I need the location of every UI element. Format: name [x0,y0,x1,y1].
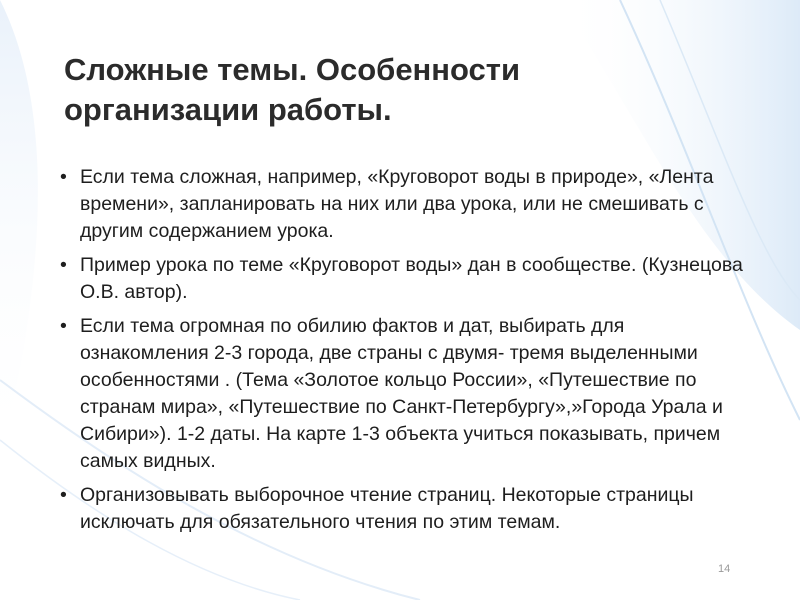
bullet-text: Пример урока по теме «Круговорот воды» дан в сообществе. (Кузнецова О.В. автор). [80,254,743,303]
bullet-text: Организовывать выборочное чтение страниц. Некоторые страницы исключать для обязательного чтения по этим темам. [80,484,694,533]
bullet-text: Если тема огромная по обилию фактов и дат, выбирать для ознакомления 2-3 города, две страны с двумя- тремя выделенными особенностями . (Тема «Золотое кольцо России», «Путешествие по странам мира», «Путешествие по Санкт-Петербургу»,»Города Урала и Сибири»). 1-2 даты. На карте 1-3 объекта учиться показывать, причем самых видных. [80,315,723,472]
bullet-item [58,313,748,475]
bullet-icon: • [60,315,67,337]
bullet-icon: • [60,484,67,506]
bullet-item [58,164,748,245]
bullet-text: Если тема сложная, например, «Круговорот воды в природе», «Лента времени», запланировать на них или два урока, или не смешивать с другим содержанием урока. [80,166,714,242]
bullet-icon: • [60,166,67,188]
bullet-icon: • [60,254,67,276]
bullet-item [58,252,748,306]
bullet-item [58,482,748,536]
bullet-list [58,164,748,543]
slide-title: Сложные темы. Особенности организации работы. [64,52,521,127]
page-number: 14 [718,563,731,575]
